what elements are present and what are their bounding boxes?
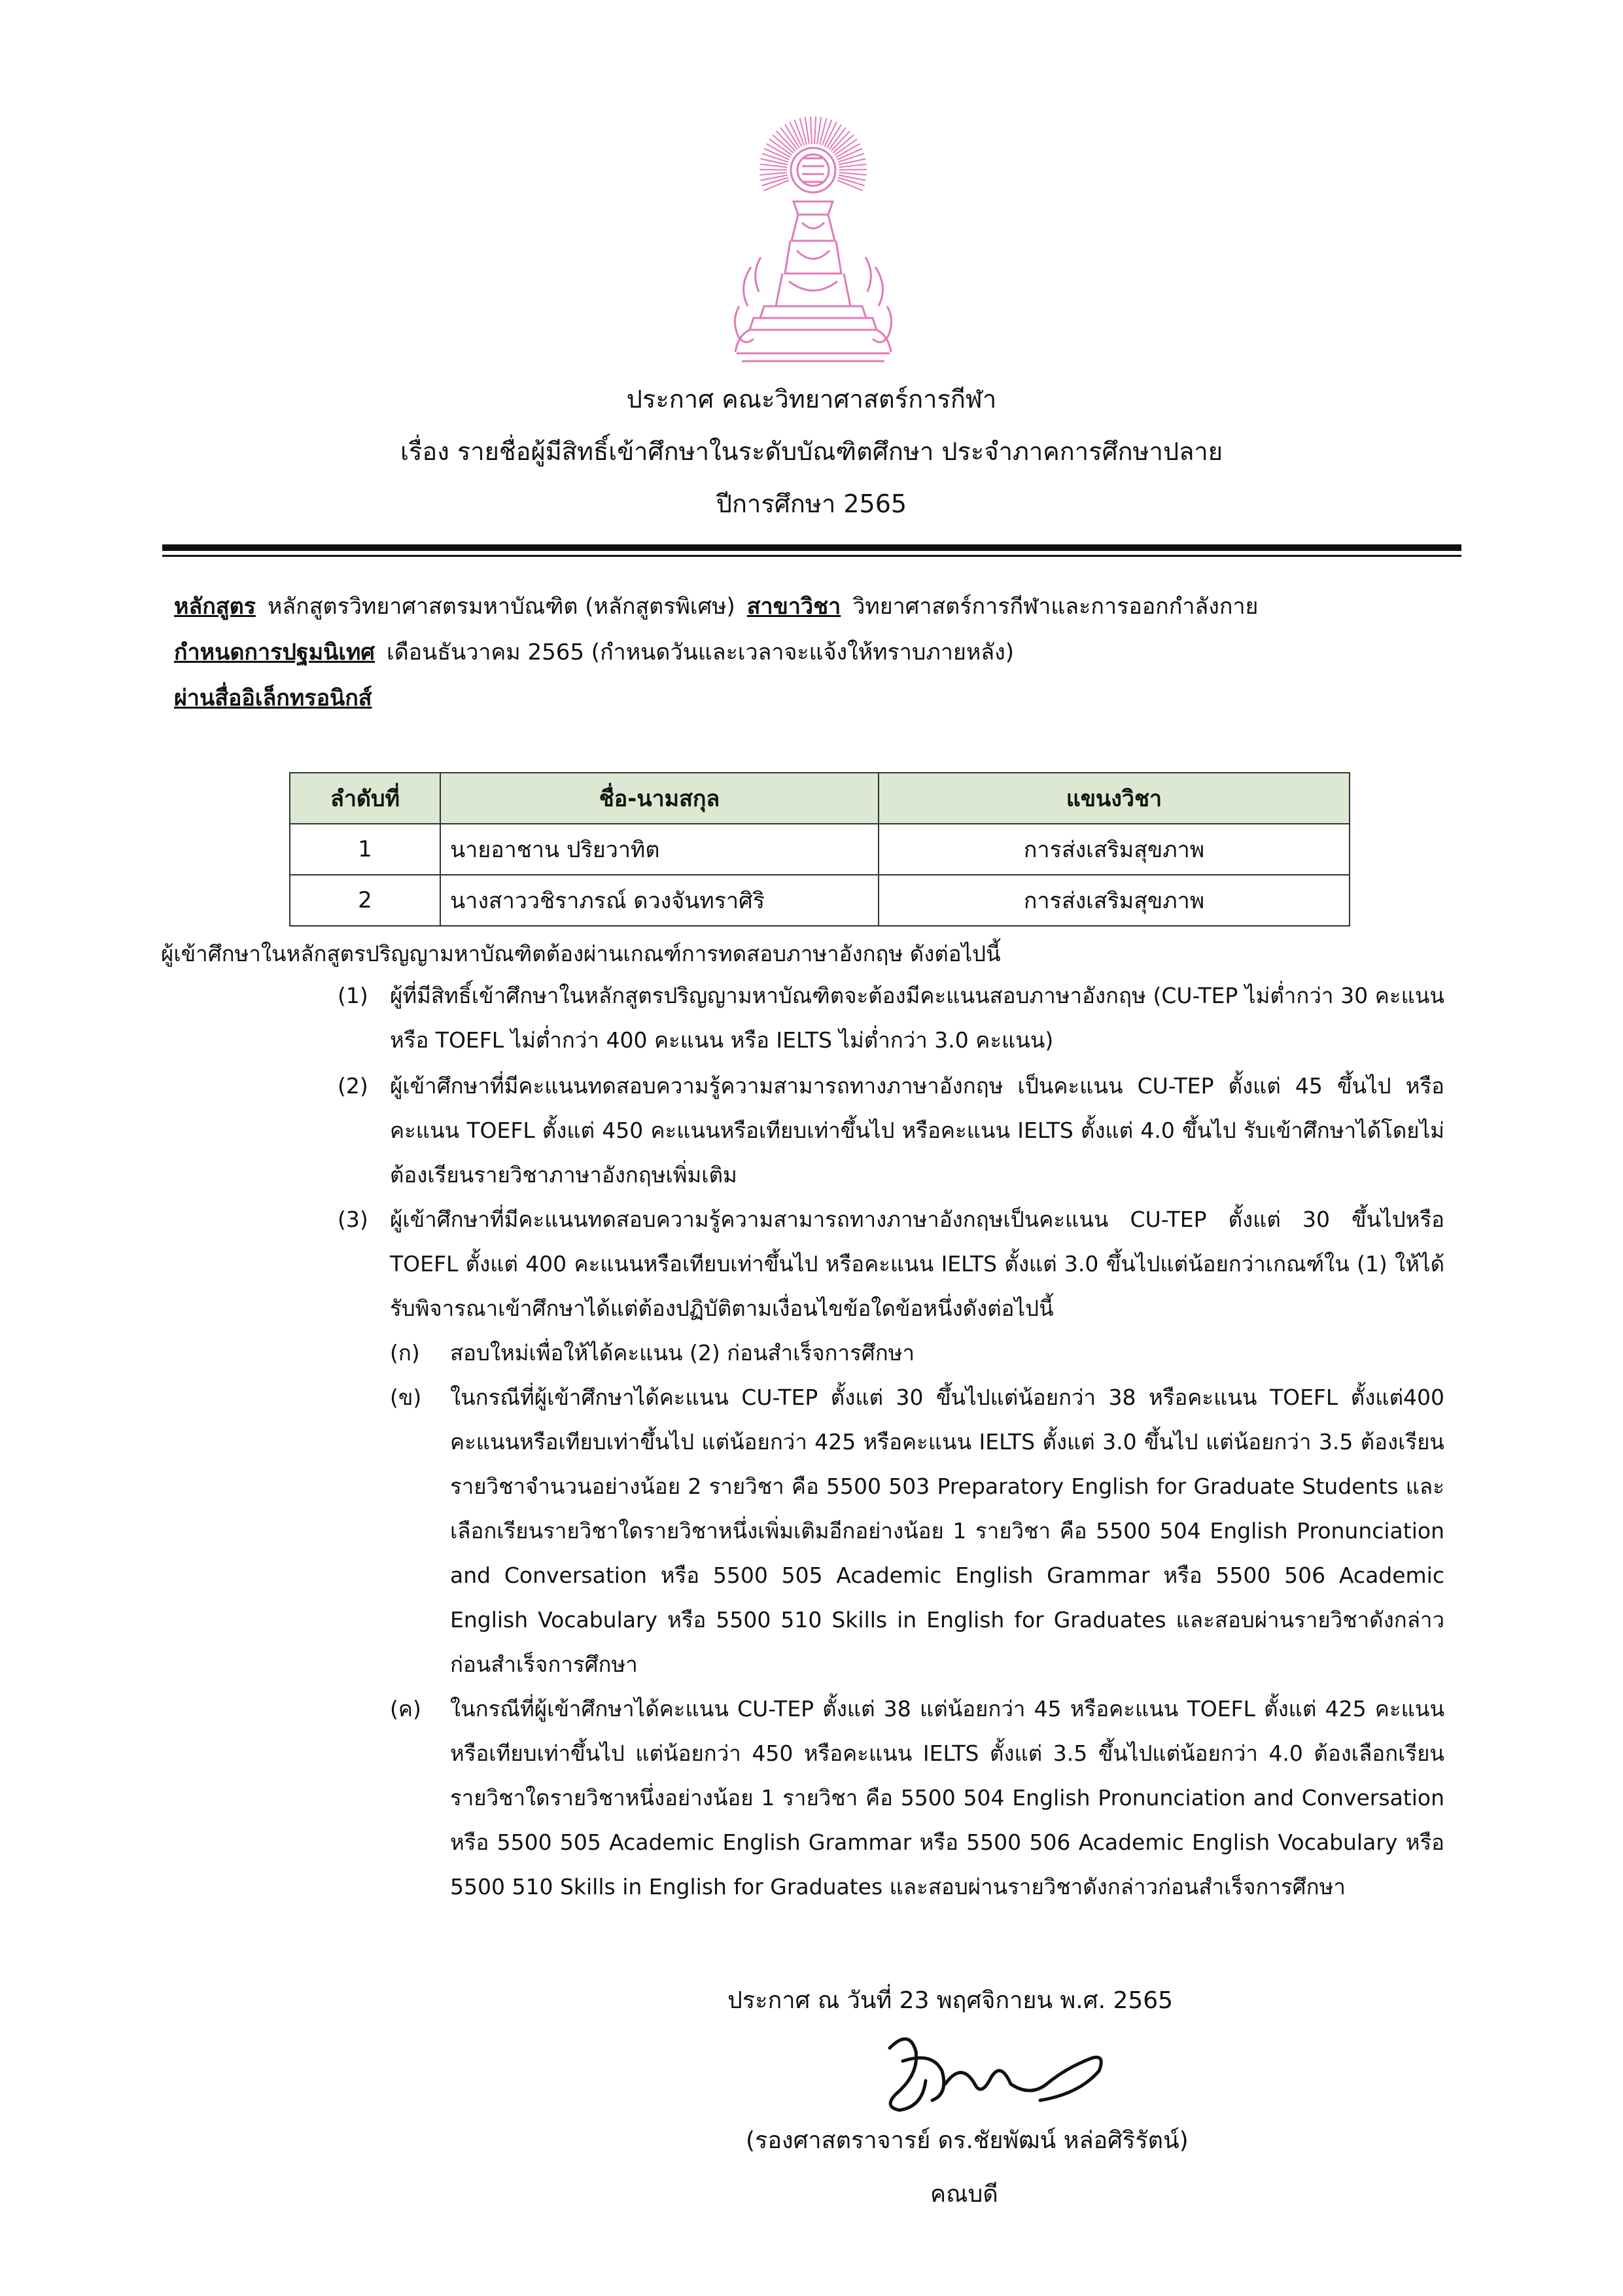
cell-order: 1 <box>290 824 440 875</box>
channel-label: ผ่านสื่ออิเล็กทรอนิกส์ <box>174 685 372 711</box>
field-label: สาขาวิชา <box>746 593 841 620</box>
criteria-intro: ผู้เข้าศึกษาในหลักสูตรปริญญามหาบัณฑิตต้องผ่านเกณฑ์การทดสอบภาษาอังกฤษ ดังต่อไปนี้ <box>161 941 1001 966</box>
admitted-students-table <box>289 772 1350 927</box>
announcement-subject: เรื่อง รายชื่อผู้มีสิทธิ์เข้าศึกษาในระดับบัณฑิตศึกษา ประจำภาคการศึกษาปลาย <box>400 437 1223 466</box>
handwritten-signature-icon <box>870 2022 1119 2120</box>
channel-line <box>174 680 372 716</box>
item-1-number: (1) <box>338 983 368 1008</box>
header-divider-thick <box>162 544 1461 551</box>
sub-b-number: (ข) <box>390 1385 422 1410</box>
field-value: วิทยาศาสตร์การกีฬาและการออกกำลังกาย <box>852 593 1259 620</box>
criteria-item-1: ผู้ที่มีสิทธิ์เข้าศึกษาในหลักสูตรปริญญามหาบัณฑิตจะต้องมีคะแนนสอบภาษาอังกฤษ (CU-TEP ไม่ต่ำกว่า 30 คะแนน หรือ TOEFL ไม่ต่ำกว่า 400 คะแนน หรือ IELTS ไม่ต่ำกว่า 3.0 คะแนน) <box>390 983 1444 1053</box>
table-header-row <box>290 773 1350 824</box>
cell-name: นางสาววชิราภรณ์ ดวงจันทราศิริ <box>440 875 879 926</box>
program-line <box>174 589 1258 624</box>
criteria-item-3: ผู้เข้าศึกษาที่มีคะแนนทดสอบความรู้ความสามารถทางภาษาอังกฤษเป็นคะแนน CU-TEP ตั้งแต่ 30 ขึ้นไปหรือ TOEFL ตั้งแต่ 400 คะแนนหรือเทียบเท่าขึ้นไป หรือคะแนน IELTS ตั้งแต่ 3.0 ขึ้นไปแต่น้อยกว่าเกณฑ์ใน (1) ให้ได้รับพิจารณาเข้าศึกษาได้แต่ต้องปฏิบัติตามเงื่อนไขข้อใดข้อหนึ่งดังต่อไปนี้ <box>390 1207 1444 1321</box>
cell-order: 2 <box>290 875 440 926</box>
item-2-number: (2) <box>338 1073 368 1099</box>
item-3-number: (3) <box>338 1207 368 1232</box>
announcement-heading: ประกาศ คณะวิทยาศาสตร์การกีฬา <box>626 385 997 414</box>
col-header-track: แขนงวิชา <box>879 773 1350 824</box>
col-header-order: ลำดับที่ <box>290 773 440 824</box>
col-header-name: ชื่อ-นามสกุล <box>440 773 879 824</box>
table-row <box>290 824 1350 875</box>
orientation-value: เดือนธันวาคม 2565 (กำหนดวันและเวลาจะแจ้งให้ทราบภายหลัง) <box>386 639 1014 665</box>
course-value: หลักสูตรวิทยาศาสตรมหาบัณฑิต (หลักสูตรพิเศษ) <box>267 593 735 620</box>
cell-track: การส่งเสริมสุขภาพ <box>879 824 1350 875</box>
academic-year: ปีการศึกษา 2565 <box>716 489 907 518</box>
chulalongkorn-university-seal-icon <box>725 110 901 365</box>
sub-a-number: (ก) <box>390 1340 420 1366</box>
announcement-date: ประกาศ ณ วันที่ 23 พฤศจิกายน พ.ศ. 2565 <box>727 1987 1174 2014</box>
signer-title: คณบดี <box>930 2181 998 2208</box>
criteria-item-2: ผู้เข้าศึกษาที่มีคะแนนทดสอบความรู้ความสามารถทางภาษาอังกฤษ เป็นคะแนน CU-TEP ตั้งแต่ 45 ขึ้นไป หรือคะแนน TOEFL ตั้งแต่ 450 คะแนนหรือเทียบเท่าขึ้นไป หรือคะแนน IELTS ตั้งแต่ 4.0 ขึ้นไป รับเข้าศึกษาได้โดยไม่ต้องเรียนรายวิชาภาษาอังกฤษเพิ่มเติม <box>390 1073 1444 1188</box>
cell-track: การส่งเสริมสุขภาพ <box>879 875 1350 926</box>
table-row <box>290 875 1350 926</box>
criteria-sub-b: ในกรณีที่ผู้เข้าศึกษาได้คะแนน CU-TEP ตั้งแต่ 30 ขึ้นไปแต่น้อยกว่า 38 หรือคะแนน TOEFL ตั้งแต่400 คะแนนหรือเทียบเท่าขึ้นไป แต่น้อยกว่า 425 หรือคะแนน IELTS ตั้งแต่ 3.0 ขึ้นไป แต่น้อยกว่า 3.5 ต้องเรียนรายวิชาจำนวนอย่างน้อย 2 รายวิชา คือ 5500 503 Preparatory English for Graduate Students และเลือกเรียนรายวิชาใดรายวิชาหนึ่งเพิ่มเติมอีกอย่างน้อย 1 รายวิชา คือ 5500 504 English Pronunciation and Conversation หรือ 5500 505 Academic English Grammar หรือ 5500 506 Academic English Vocabulary หรือ 5500 510 Skills in English for Graduates และสอบผ่านรายวิชาดังกล่าวก่อนสำเร็จการศึกษา <box>450 1385 1444 1677</box>
sub-c-number: (ค) <box>390 1696 421 1722</box>
criteria-sub-a: สอบใหม่เพื่อให้ได้คะแนน (2) ก่อนสำเร็จการศึกษา <box>450 1340 915 1366</box>
course-label: หลักสูตร <box>174 593 256 620</box>
orientation-label: กำหนดการปฐมนิเทศ <box>174 639 375 665</box>
criteria-sub-c: ในกรณีที่ผู้เข้าศึกษาได้คะแนน CU-TEP ตั้งแต่ 38 แต่น้อยกว่า 45 หรือคะแนน TOEFL ตั้งแต่ 425 คะแนน หรือเทียบเท่าขึ้นไป แต่น้อยกว่า 450 หรือคะแนน IELTS ตั้งแต่ 3.5 ขึ้นไปแต่น้อยกว่า 4.0 ต้องเลือกเรียนรายวิชาใดรายวิชาหนึ่งอย่างน้อย 1 รายวิชา คือ 5500 504 English Pronunciation and Conversation หรือ 5500 505 Academic English Grammar หรือ 5500 506 Academic English Vocabulary หรือ 5500 510 Skills in English for Graduates และสอบผ่านรายวิชาดังกล่าวก่อนสำเร็จการศึกษา <box>450 1696 1444 1899</box>
cell-name: นายอาชาน ปริยวาทิต <box>440 824 879 875</box>
signer-name: (รองศาสตราจารย์ ดร.ชัยพัฒน์ หล่อศิริรัตน์) <box>746 2127 1189 2154</box>
orientation-line <box>174 635 1014 670</box>
header-divider-thin <box>162 555 1461 557</box>
